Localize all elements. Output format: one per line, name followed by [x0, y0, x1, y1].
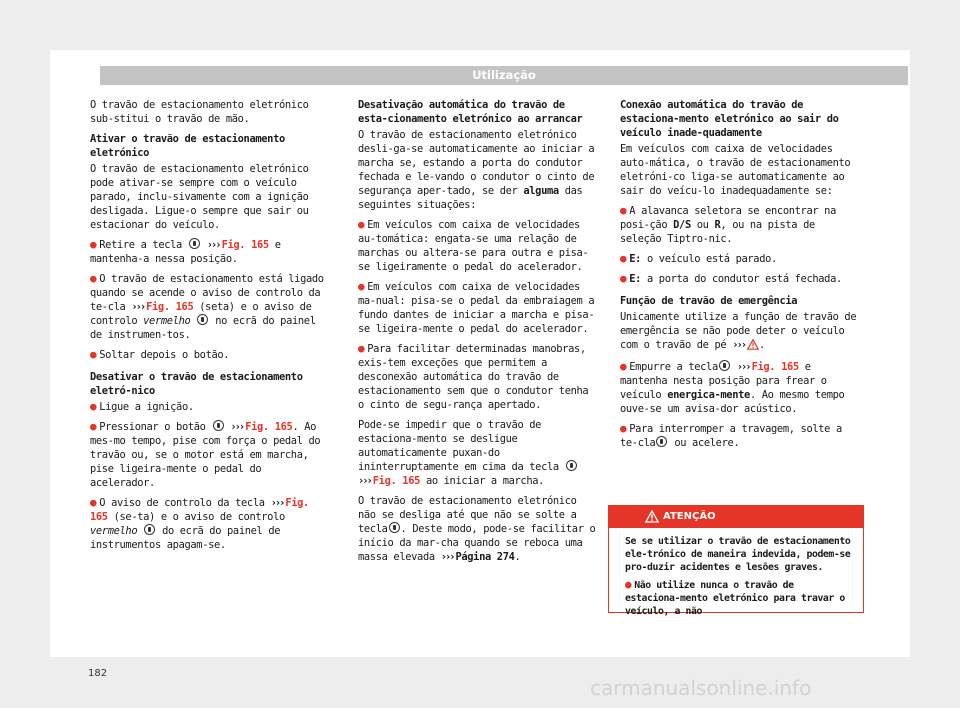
- list-item: ● Para interromper a travagem, solte a te-cla ou acelere.: [620, 422, 842, 449]
- section-header: Utilização: [100, 66, 908, 85]
- arrow-icon: ›››: [440, 551, 454, 563]
- warning-box: [608, 505, 864, 617]
- arrow-icon: ›››: [358, 475, 371, 487]
- bullet-icon: ●: [358, 218, 365, 231]
- warning-triangle-icon: [747, 339, 759, 354]
- warning-header: [609, 506, 863, 528]
- list-item: ● Ligue a ignição.: [90, 400, 194, 413]
- fig-reference[interactable]: Fig. 165: [146, 301, 194, 313]
- warning-list-item: ● Não utilize nunca o travão de estaciona-mento eletrónico para travar o veículo, a não: [625, 578, 845, 617]
- bullet-icon: ●: [90, 420, 97, 433]
- warning-triangle-icon: [645, 510, 659, 523]
- parking-brake-key-icon: [656, 436, 667, 447]
- list-item: ● E: o veículo está parado.: [620, 252, 777, 265]
- parking-brake-key-icon: [719, 360, 730, 371]
- bullet-icon: ●: [620, 360, 627, 373]
- list-item: ● Retire a tecla ››› Fig. 165 e mantenha-a nessa posição.: [90, 238, 281, 265]
- emergency-paragraph: Unicamente utilize a função de travão de emergência se não pode deter o veículo com o travão de pé ››› .: [620, 310, 862, 354]
- release-paragraph: O travão de estacionamento eletrónico não se desliga até que não se solte a tecla . Deste modo, pode-se facilitar o início da mar-cha quando se reboca uma massa elevada ››› Página 274.: [358, 495, 596, 563]
- fig-reference[interactable]: Fig. 165: [221, 239, 269, 251]
- heading-auto-release: Desativação automática do travão de esta-cionamento eletrónico ao arrancar: [358, 99, 583, 125]
- list-item: ● Em veículos com caixa de velocidades ma-nual: pisa-se o pedal da embraiagem a fundo dantes de iniciar a marcha e pisa-se ligeira-mente o pedal do acelerador.: [358, 280, 595, 335]
- column-2: [358, 98, 600, 570]
- bullet-icon: ●: [90, 400, 97, 413]
- heading-activate: Ativar o travão de estacionamento eletrónico: [90, 133, 285, 159]
- fig-reference[interactable]: Fig. 165: [245, 421, 293, 433]
- arrow-icon: ›››: [206, 239, 220, 251]
- bullet-icon: ●: [90, 238, 97, 251]
- list-item: ● A alavanca seletora se encontrar na posi-ção D/S ou R, ou na pista de seleção Tiptro-nic.: [620, 204, 836, 245]
- list-item: ● Soltar depois o botão.: [90, 348, 230, 361]
- page-number: 182: [88, 668, 108, 679]
- auto-engage-paragraph: Em veículos com caixa de velocidades auto-mática, o travão de estacionamento eletróni-co liga-se automaticamente ao sair do veícu-lo inadequadamente se:: [620, 143, 851, 197]
- fig-reference[interactable]: Fig. 165: [90, 497, 309, 523]
- parking-brake-key-icon: [189, 238, 200, 249]
- bullet-icon: ●: [625, 578, 632, 591]
- parking-brake-key-icon: [566, 460, 577, 471]
- arrow-icon: ›››: [270, 497, 284, 509]
- page-reference[interactable]: Página 274: [455, 551, 515, 563]
- list-item: ● O travão de estacionamento está ligado quando se acende o aviso de controlo da te-cla ››› Fig. 165 (seta) e o aviso de controlo vermelho no ecrã do painel de instrumen-tos.: [90, 272, 324, 341]
- watermark: carmanualsonline.info: [590, 676, 812, 700]
- bullet-icon: ●: [90, 348, 97, 361]
- parking-brake-key-icon: [389, 522, 400, 533]
- list-item: ● Pressionar o botão ››› Fig. 165. Ao mes-mo tempo, pise com força o pedal do travão ou, se o motor está em marcha, pise ligeira-mente o pedal do acelerador.: [90, 420, 321, 489]
- warning-title: ATENÇÃO: [663, 511, 716, 522]
- bullet-icon: ●: [620, 252, 627, 265]
- parking-brake-key-icon: [213, 420, 224, 431]
- bullet-icon: ●: [358, 342, 365, 355]
- bullet-icon: ●: [358, 280, 365, 293]
- list-item: ● O aviso de controlo da tecla ››› Fig. 165 (se-ta) e o aviso de controlo vermelho do ecrã do painel de instrumentos apagam-se.: [90, 496, 309, 551]
- arrow-icon: ›››: [230, 421, 244, 433]
- fig-reference[interactable]: Fig. 165: [372, 475, 421, 487]
- arrow-icon: ›››: [736, 361, 750, 373]
- list-item: ● Empurre a tecla ››› Fig. 165 e mantenha nesta posição para frear o veículo energica-mente. Ao mesmo tempo ouve-se um avisa-dor acústico.: [620, 360, 845, 415]
- arrow-icon: ›››: [732, 339, 745, 351]
- heading-deactivate: Desativar o travão de estacionamento eletró-nico: [90, 371, 303, 397]
- list-item: ● E: a porta do condutor está fechada.: [620, 272, 842, 285]
- list-item: ● Em veículos com caixa de velocidades au-tomática: engata-se uma relação de marchas ou altera-se para outra e pisa-se ligeiramente o pedal do acelerador.: [358, 218, 589, 273]
- bullet-icon: ●: [620, 272, 627, 285]
- column-3: [620, 98, 862, 456]
- activate-paragraph: O travão de estacionamento eletrónico pode ativar-se sempre com o veículo parado, inclu-sivamente com a ignição desligada. Ligue-o sempre que sair ou estacionar do veículo.: [90, 163, 309, 231]
- auto-release-paragraph: O travão de estacionamento eletrónico desli-ga-se automaticamente ao iniciar a marcha se, estando a porta do condutor fechada e le-vando o condutor o cinto de segurança aper-tado, se der alguma das seguintes situações:: [358, 129, 595, 211]
- arrow-icon: ›››: [131, 301, 145, 313]
- bullet-icon: ●: [620, 422, 627, 435]
- parking-brake-key-icon: [144, 524, 155, 535]
- heading-auto-engage: Conexão automática do travão de estaciona-mento eletrónico ao sair do veículo inade-quadamente: [620, 99, 839, 139]
- list-item: ● Para facilitar determinadas manobras, exis-tem exceções que permitem a desconexão automática do travão de estacionamento sem que o condutor tenha o cinto de segu-rança apertado.: [358, 342, 589, 411]
- column-1: [90, 98, 332, 558]
- fig-reference[interactable]: Fig. 165: [751, 361, 799, 373]
- prevent-release-paragraph: Pode-se impedir que o travão de estaciona-mento se desligue automaticamente puxan-do ininterruptamente em cima da tecla ››› Fig. 165 ao iniciar a marcha.: [358, 418, 600, 488]
- intro-paragraph: O travão de estacionamento eletrónico sub-stitui o travão de mão.: [90, 99, 309, 125]
- bullet-icon: ●: [90, 496, 97, 509]
- heading-emergency: Função de travão de emergência: [620, 295, 798, 307]
- parking-brake-key-icon: [197, 314, 208, 325]
- warning-body: [609, 528, 863, 618]
- warning-paragraph: Se se utilizar o travão de estacionamento ele-trónico de maneira indevida, podem-se pro-duzir acidentes e lesões graves.: [625, 536, 851, 573]
- bullet-icon: ●: [620, 204, 627, 217]
- bullet-icon: ●: [90, 272, 97, 285]
